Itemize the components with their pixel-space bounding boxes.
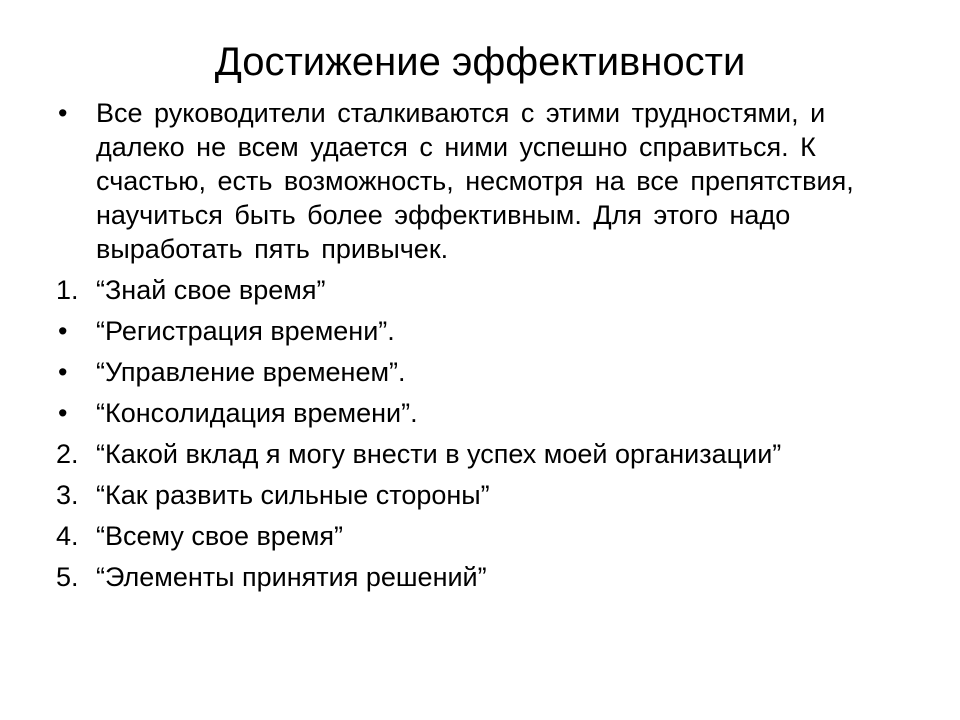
number-marker: 3. [56,480,79,510]
slide-title: Достижение эффективности [214,40,746,84]
bullet-marker: • [58,398,68,428]
bullet-marker: • [58,98,68,128]
list-item-4 [56,519,896,553]
list-item-text: “Регистрация времени”. [96,316,395,346]
list-item-3 [56,478,896,512]
list-item-time-registration [56,314,896,348]
list-item-text: “Консолидация времени”. [96,398,418,428]
number-marker: 2. [56,439,79,469]
list-item-intro [56,96,896,266]
number-marker: 1. [56,275,79,305]
list-item-2 [56,437,896,471]
bullet-marker: • [58,316,68,346]
list-item-text: “Как развить сильные стороны” [96,480,490,510]
number-marker: 5. [56,562,79,592]
list-item-time-consolidation [56,396,896,430]
list-item-text: “Знай свое время” [96,275,326,305]
list-item-1 [56,273,896,307]
list-item-text: “Управление временем”. [96,357,406,387]
list-item-5 [56,560,896,594]
bullet-marker: • [58,357,68,387]
list-item-text: Все руководители сталкиваются с этими трудностями, и далеко не всем удается с ними успешно справиться. К счастью, есть возможность, несмотря на все препятствия, научиться быть более эффективным. Для этого надо выработать пять привычек. [96,98,854,264]
list-item-time-management [56,355,896,389]
list-item-text: “Какой вклад я могу внести в успех моей организации” [96,439,782,469]
number-marker: 4. [56,521,79,551]
slide-body-list [56,96,896,601]
list-item-text: “Элементы принятия решений” [96,562,487,592]
list-item-text: “Всему свое время” [96,521,344,551]
